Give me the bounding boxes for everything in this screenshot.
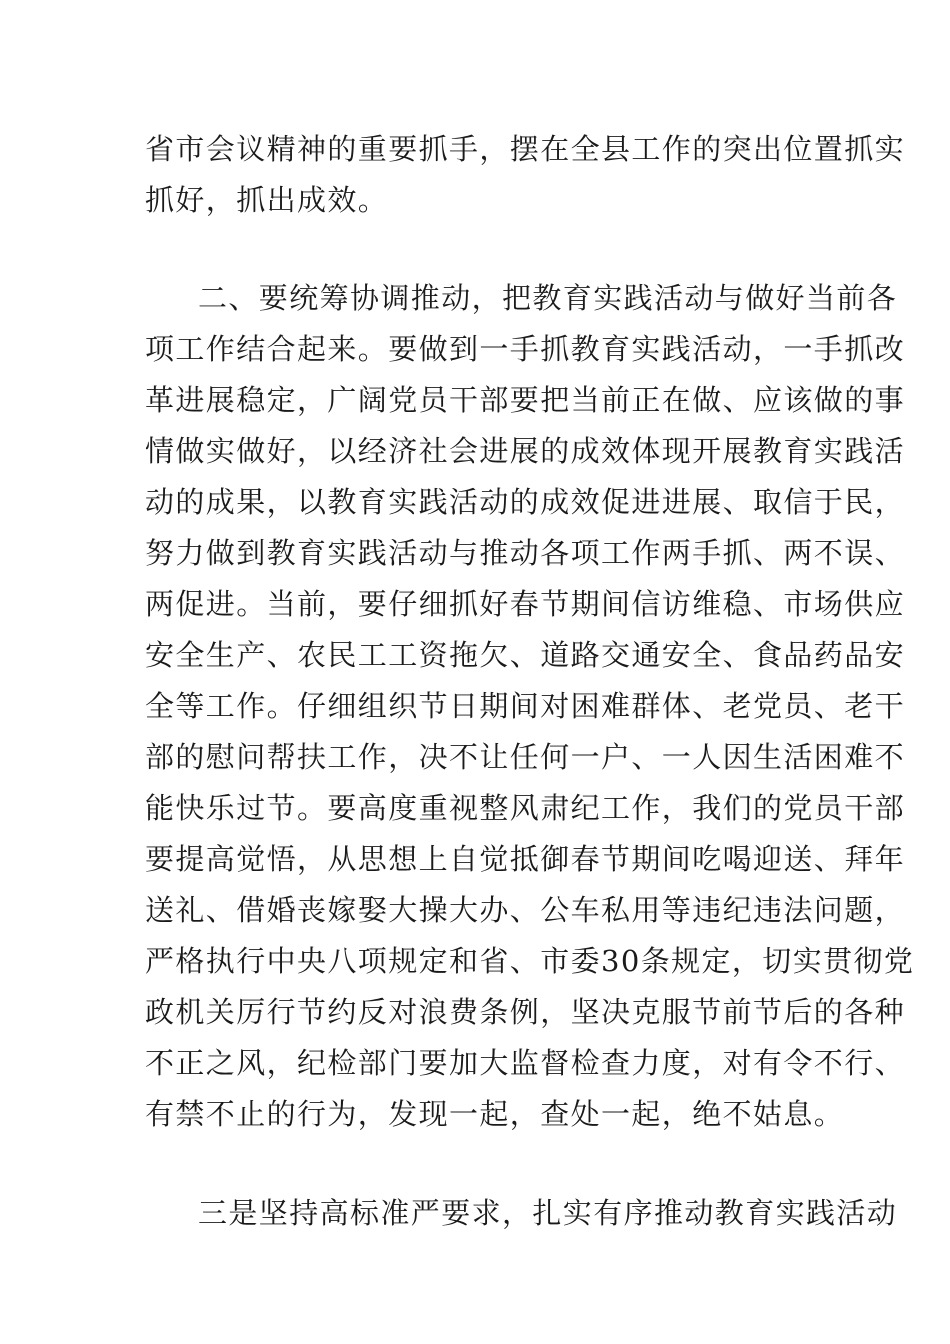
text-line: 省市会议精神的重要抓手，摆在全县工作的突出位置抓实 — [145, 132, 906, 166]
text-line: 有禁不止的行为，发现一起，查处一起，绝不姑息。 — [145, 1097, 845, 1131]
text-line: 政机关厉行节约反对浪费条例，坚决克服节前节后的各种 — [145, 995, 906, 1029]
text-line: 送礼、借婚丧嫁娶大操大办、公车私用等违纪违法问题， — [145, 893, 906, 927]
text-line: 努力做到教育实践活动与推动各项工作两手抓、两不误、 — [145, 536, 906, 570]
text-line: 全等工作。仔细组织节日期间对困难群体、老党员、老干 — [145, 689, 906, 723]
text-line: 严格执行中央八项规定和省、市委30条规定，切实贯彻党 — [145, 944, 915, 978]
text-line: 部的慰问帮扶工作，决不让任何一户、一人因生活困难不 — [145, 740, 906, 774]
text-line: 抓好，抓出成效。 — [145, 183, 389, 217]
paragraph-heading-3: 三是坚持高标准严要求，扎实有序推动教育实践活动 — [198, 1196, 898, 1230]
text-line: 动的成果，以教育实践活动的成效促进进展、取信于民， — [145, 485, 906, 519]
paragraph-heading-2: 二、要统筹协调推动，把教育实践活动与做好当前各 — [198, 281, 898, 315]
text-line: 不正之风，纪检部门要加大监督检查力度，对有令不行、 — [145, 1046, 906, 1080]
text-line: 项工作结合起来。要做到一手抓教育实践活动，一手抓改 — [145, 332, 906, 366]
text-line: 革进展稳定，广阔党员干部要把当前正在做、应该做的事 — [145, 383, 906, 417]
text-line: 能快乐过节。要高度重视整风肃纪工作，我们的党员干部 — [145, 791, 906, 825]
text-line: 安全生产、农民工工资拖欠、道路交通安全、食品药品安 — [145, 638, 906, 672]
text-line: 两促进。当前，要仔细抓好春节期间信访维稳、市场供应 — [145, 587, 906, 621]
text-line: 情做实做好，以经济社会进展的成效体现开展教育实践活 — [145, 434, 906, 468]
text-line: 要提高觉悟，从思想上自觉抵御春节期间吃喝迎送、拜年 — [145, 842, 906, 876]
